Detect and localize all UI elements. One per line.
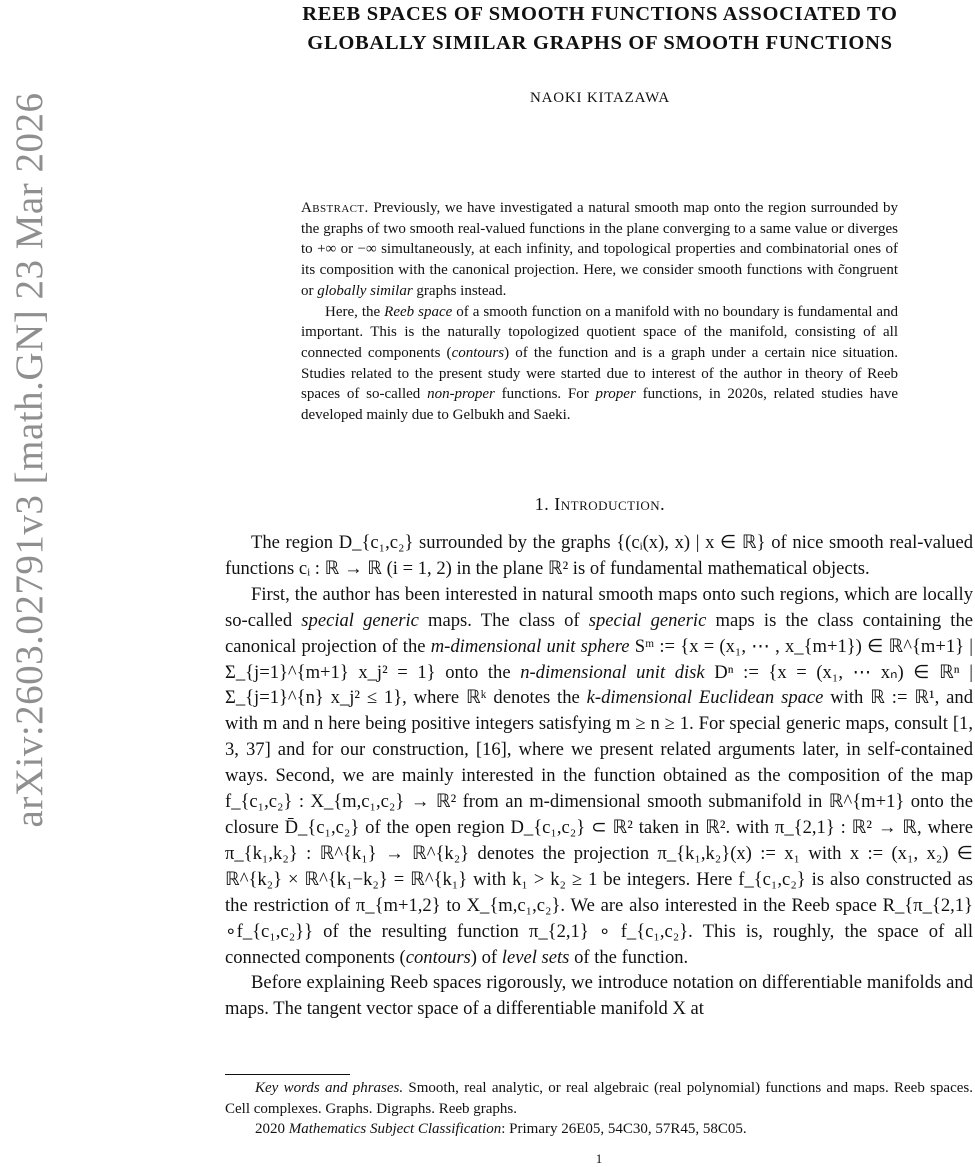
abstract-emphasis: non-proper [427,386,495,403]
abstract-paragraph-1 [301,198,898,302]
intro-emphasis: n-dimensional unit disk [520,661,705,683]
abstract-emphasis: globally similar [317,282,413,299]
intro-emphasis: contours [405,946,471,968]
intro-text: ) of [470,946,502,968]
arxiv-identifier-sidebar[interactable]: arXiv:2603.02791v3 [math.GN] 23 Mar 2026 [8,92,51,828]
abstract-emphasis: proper [595,386,636,403]
abstract-label: Abstract. [301,200,369,216]
abstract-text: of a smooth function on a manifold with no boundary is fundamental and important. This is the naturally topologized quotient space of the manifold, consisting of all connected components ( [301,303,898,361]
paper-title [230,0,970,58]
keywords-text: Smooth, real analytic, or real algebraic (real polynomial) functions and maps. Reeb spaces. Cell complexes. Graphs. Digraphs. Reeb graphs. [225,1080,973,1117]
abstract-text: Here, the [325,303,385,320]
intro-emphasis: m-dimensional unit sphere [430,635,630,657]
abstract [301,198,898,426]
author-name: NAOKI KITAZAWA [529,90,671,106]
intro-text: of the function. [569,946,689,968]
keywords-footnote [225,1078,973,1119]
section-heading-introduction: 1. Introduction. [534,494,666,514]
intro-text: maps. The class of [418,609,589,631]
keywords-label: Key words and phrases. [255,1080,404,1096]
footnote-divider [225,1074,350,1075]
abstract-paragraph-2 [301,302,898,426]
abstract-text: functions, in 2020s, related studies have developed mainly due to Gelbukh and Saeki. [301,386,898,424]
title-line-2: GLOBALLY SIMILAR GRAPHS OF SMOOTH FUNCTIONS [307,32,893,54]
intro-text: Sᵐ := {x = (x₁, ⋯ , x_{m+1}) ∈ ℝ^{m+1} | Σ_{j=1}^{m+1} x_j² = 1} onto the [225,635,973,683]
abstract-text: graphs instead. [412,282,507,299]
abstract-text: ) of the function and is a graph under a certain nice situation. Studies related to the present study were started due to interest of the author in theory of Reeb spaces of so-called [301,344,898,403]
page-number: 1 [595,1151,603,1166]
msc-label: Mathematics Subject Classification [288,1121,502,1137]
intro-paragraph-1: The region D_{c₁,c₂} surrounded by the graphs {(cᵢ(x), x) | x ∈ ℝ} of nice smooth real-valued functions cᵢ : ℝ → ℝ (i = 1, 2) in the plane ℝ² is of fundamental mathematical objects. [225,532,973,579]
intro-text: Dⁿ := {x = (x₁, ⋯ xₙ) ∈ ℝⁿ | Σ_{j=1}^{n} x_j² ≤ 1}, where ℝᵏ denotes the [225,661,973,709]
abstract-emphasis: contours [451,344,505,361]
msc-footnote [225,1119,973,1140]
msc-codes: : Primary 26E05, 54C30, 57R45, 58C05. [501,1121,747,1137]
intro-emphasis: special generic [301,609,419,631]
intro-text: with ℝ := ℝ¹, and with m and n here being positive integers satisfying m ≥ n ≥ 1. For special generic maps, consult [1, 3, 37] and for our construction, [16], where we present related arguments later, in self-contained ways. Second, we are mainly interested in the function obtained as the composition of the map f_{c₁,c₂} : X_{m,c₁,c₂} → ℝ² from an m-dimensional smooth submanifold in ℝ^{m+1} onto the closure D̄_{c₁,c₂} of the open region D_{c₁,c₂} ⊂ ℝ² taken in ℝ². with π_{2,1} : ℝ² → ℝ, where π_{k₁,k₂} : ℝ^{k₁} → ℝ^{k₂} denotes the projection π_{k₁,k₂}(x) := x₁ with x := (x₁, x₂) ∈ ℝ^{k₂} × ℝ^{k₁−k₂} = ℝ^{k₁} with k₁ > k₂ ≥ 1 be integers. Here f_{c₁,c₂} is also constructed as the restriction of π_{m+1,2} to X_{m,c₁,c₂}. We are also interested in the Reeb space R_{π_{2,1}∘f_{c₁,c₂}} of the resulting function π_{2,1} ∘ f_{c₁,c₂}. This is, roughly, the space of all connected components ( [225,687,973,968]
intro-emphasis: special generic [588,609,707,631]
intro-paragraph-3: Before explaining Reeb spaces rigorously, we introduce notation on differentiable manifolds and maps. The tangent vector space of a differentiable manifold X at [225,972,973,1020]
abstract-text: Previously, we have investigated a natural smooth map onto the region surrounded by the graphs of two smooth real-valued functions in the plane converging to a same value or diverges to +∞ or −∞ simultaneously, at each infinity, and topological properties and combinatorial ones of its composition with the canonical projection. Here, we consider smooth functions with c̃ongruent or [301,200,898,299]
intro-paragraph-2 [225,582,973,971]
abstract-emphasis: Reeb space [384,303,453,320]
introduction-body [225,530,973,1022]
footnotes [225,1078,973,1140]
title-line-1: REEB SPACES OF SMOOTH FUNCTIONS ASSOCIATED TO [302,3,898,25]
intro-emphasis: k-dimensional Euclidean space [586,687,824,709]
intro-emphasis: level sets [501,946,570,968]
msc-year: 2020 [255,1121,289,1137]
intro-text: First, the author has been interested in natural smooth maps onto such regions, which are locally so-called [225,583,973,631]
intro-text: maps is the class containing the canonical projection of the [225,609,974,657]
abstract-text: functions. For [494,386,596,403]
